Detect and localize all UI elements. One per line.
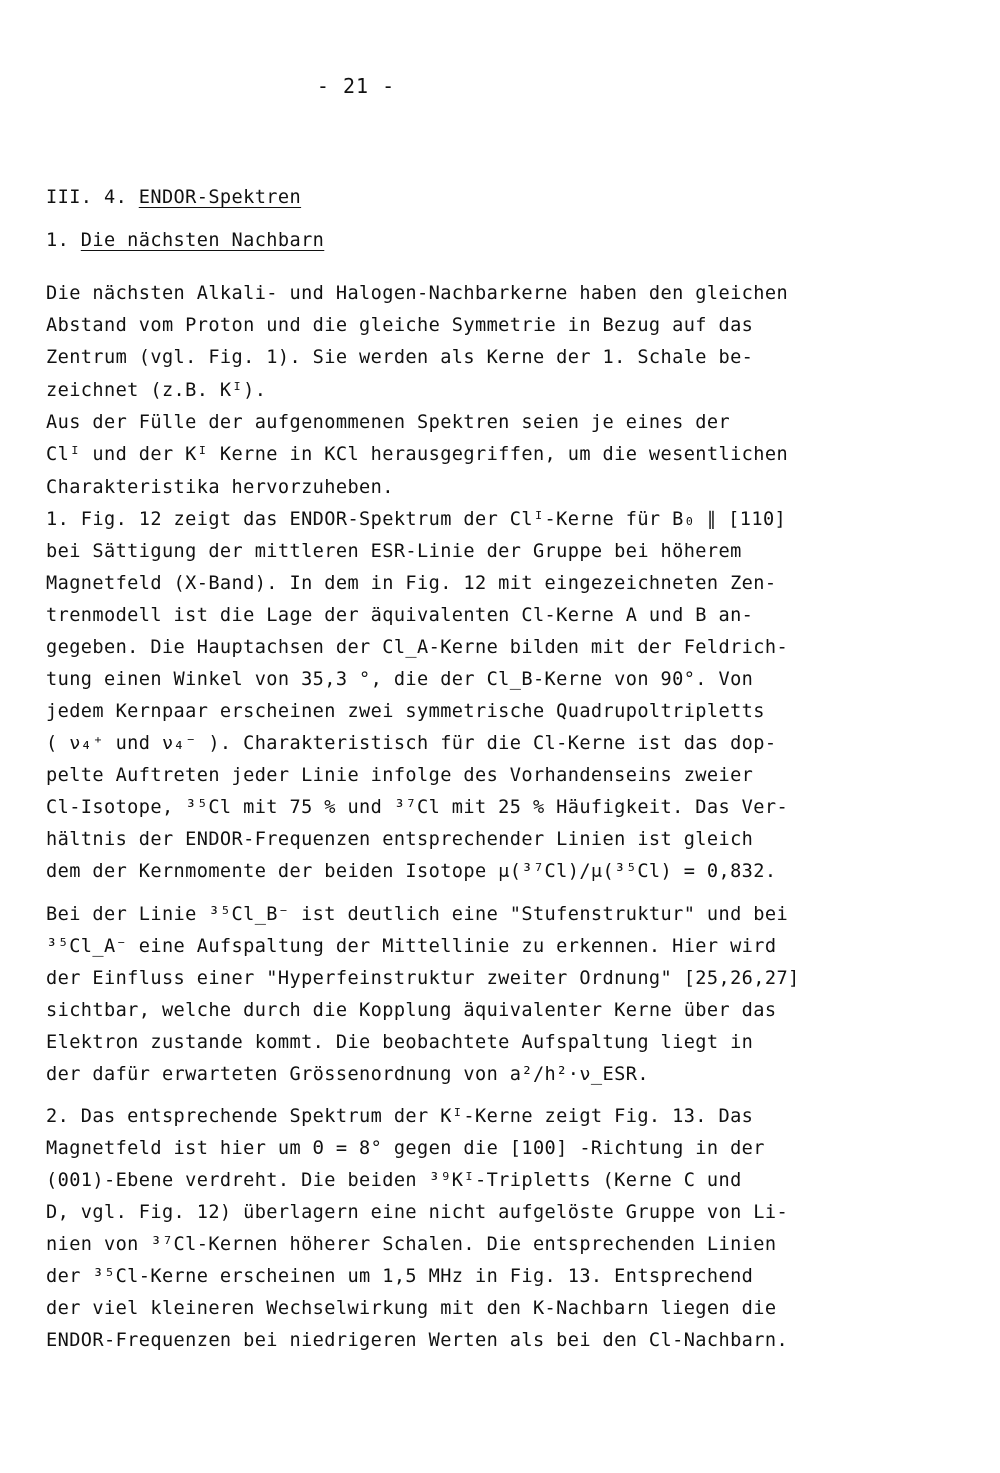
text-line: Elektron zustande kommt. Die beobachtete Aufspaltung liegt in <box>46 1032 754 1053</box>
text-line: jedem Kernpaar erscheinen zwei symmetrische Quadrupoltripletts <box>46 701 765 722</box>
text-line: Aus der Fülle der aufgenommenen Spektren seien je eines der <box>46 412 731 433</box>
text-line: bei Sättigung der mittleren ESR-Linie der Gruppe bei höherem <box>46 541 742 562</box>
text-line: tung einen Winkel von 35,3 °, die der Cl_B-Kerne von 90°. Von <box>46 669 754 690</box>
text-line: Charakteristika hervorzuheben. <box>46 477 394 498</box>
text-line: trenmodell ist die Lage der äquivalenten Cl-Kerne A und B an- <box>46 605 754 626</box>
text-line: D, vgl. Fig. 12) überlagern eine nicht aufgelöste Gruppe von Li- <box>46 1202 789 1223</box>
text-line: sichtbar, welche durch die Kopplung äquivalenter Kerne über das <box>46 1000 777 1021</box>
text-line: zeichnet (z.B. Kᴵ). <box>46 380 267 401</box>
text-line: der Einfluss einer "Hyperfeinstruktur zweiter Ordnung" [25,26,27] <box>46 968 800 989</box>
section-heading-text: III. 4. ENDOR-Spektren <box>46 187 302 208</box>
text-line: Magnetfeld (X-Band). In dem in Fig. 12 mit eingezeichneten Zen- <box>46 573 777 594</box>
text-line: Magnetfeld ist hier um Θ = 8° gegen die [100] -Richtung in der <box>46 1138 765 1159</box>
page-number: - 21 - <box>316 74 396 98</box>
text-line: Cl-Isotope, ³⁵Cl mit 75 % und ³⁷Cl mit 25 % Häufigkeit. Das Ver- <box>46 797 789 818</box>
text-line: ( ν₄⁺ und ν₄⁻ ). Charakteristisch für die Cl-Kerne ist das dop- <box>46 733 777 754</box>
text-line: Clᴵ und der Kᴵ Kerne in KCl herausgegriffen, um die wesentlichen <box>46 444 789 465</box>
text-line: nien von ³⁷Cl-Kernen höherer Schalen. Die entsprechenden Linien <box>46 1234 777 1255</box>
text-line: der dafür erwarteten Grössenordnung von a²/h²·ν_ESR. <box>46 1064 649 1085</box>
text-line: ENDOR-Frequenzen bei niedrigeren Werten als bei den Cl-Nachbarn. <box>46 1330 789 1351</box>
text-line: dem der Kernmomente der beiden Isotope μ(³⁷Cl)/μ(³⁵Cl) = 0,832. <box>46 861 777 882</box>
text-line: Abstand vom Proton und die gleiche Symmetrie in Bezug auf das <box>46 315 754 336</box>
text-line: Zentrum (vgl. Fig. 1). Sie werden als Kerne der 1. Schale be- <box>46 347 754 368</box>
text-line: (001)-Ebene verdreht. Die beiden ³⁹Kᴵ-Tripletts (Kerne C und <box>46 1170 742 1191</box>
text-line: hältnis der ENDOR-Frequenzen entsprechender Linien ist gleich <box>46 829 754 850</box>
text-line: 1. Fig. 12 zeigt das ENDOR-Spektrum der Clᴵ-Kerne für B₀ ∥ [110] <box>46 509 787 530</box>
text-line: Die nächsten Alkali- und Halogen-Nachbarkerne haben den gleichen <box>46 283 789 304</box>
text-line: ³⁵Cl_A⁻ eine Aufspaltung der Mittellinie zu erkennen. Hier wird <box>46 936 777 957</box>
text-line: Bei der Linie ³⁵Cl_B⁻ ist deutlich eine "Stufenstruktur" und bei <box>46 904 789 925</box>
subsection-heading-text: 1. Die nächsten Nachbarn <box>46 230 325 251</box>
text-line: 2. Das entsprechende Spektrum der Kᴵ-Kerne zeigt Fig. 13. Das <box>46 1106 754 1127</box>
text-line: pelte Auftreten jeder Linie infolge des Vorhandenseins zweier <box>46 765 754 786</box>
subsection-heading <box>46 230 324 252</box>
text-line: gegeben. Die Hauptachsen der Cl_A-Kerne bilden mit der Feldrich- <box>46 637 789 658</box>
text-line: der ³⁵Cl-Kerne erscheinen um 1,5 MHz in Fig. 13. Entsprechend <box>46 1266 754 1287</box>
text-line: der viel kleineren Wechselwirkung mit den K-Nachbarn liegen die <box>46 1298 777 1319</box>
section-heading <box>46 187 301 209</box>
